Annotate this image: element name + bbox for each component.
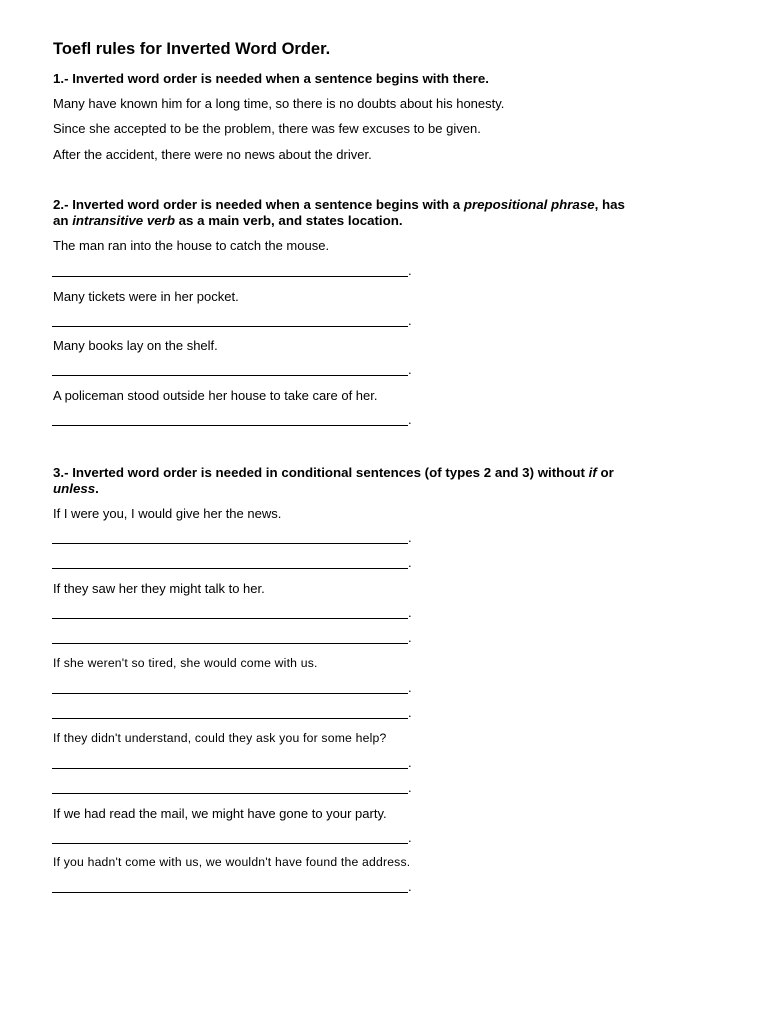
section3-heading-line2: unless.	[53, 481, 99, 496]
answer-line[interactable]	[52, 543, 408, 544]
answer-line[interactable]	[52, 375, 408, 376]
answer-line[interactable]	[52, 718, 408, 719]
answer-line-period: .	[408, 530, 412, 545]
answer-line-period: .	[408, 680, 412, 695]
section3-heading-line1: 3.- Inverted word order is needed in conditional sentences (of types 2 and 3) without if or	[53, 465, 614, 480]
answer-line[interactable]	[52, 618, 408, 619]
section2-sentence-1: The man ran into the house to catch the mouse.	[53, 238, 330, 253]
answer-line-period: .	[408, 555, 412, 570]
section2-heading-line1: 2.- Inverted word order is needed when a sentence begins with a prepositional phrase, has	[53, 197, 625, 212]
answer-line[interactable]	[52, 643, 408, 644]
section1-sentence-3: After the accident, there were no news about the driver.	[53, 147, 372, 162]
answer-line-period: .	[408, 605, 412, 620]
section3-sentence-5: If we had read the mail, we might have gone to your party.	[53, 806, 387, 821]
section3-sentence-2: If they saw her they might talk to her.	[53, 581, 265, 596]
section2-heading-line2: an intransitive verb as a main verb, and states location.	[53, 213, 403, 228]
section1-sentence-1: Many have known him for a long time, so there is no doubts about his honesty.	[53, 96, 505, 111]
answer-line[interactable]	[52, 892, 408, 893]
section2-sentence-2: Many tickets were in her pocket.	[53, 289, 239, 304]
answer-line-period: .	[408, 755, 412, 770]
answer-line-period: .	[408, 879, 412, 894]
answer-line-period: .	[408, 830, 412, 845]
answer-line-period: .	[408, 630, 412, 645]
answer-line[interactable]	[52, 793, 408, 794]
page-title: Toefl rules for Inverted Word Order.	[53, 40, 331, 58]
answer-line-period: .	[408, 313, 412, 328]
section1-heading: 1.- Inverted word order is needed when a sentence begins with there.	[53, 71, 489, 86]
section2-sentence-3: Many books lay on the shelf.	[53, 338, 218, 353]
answer-line-period: .	[408, 362, 412, 377]
section2-sentence-4: A policeman stood outside her house to take care of her.	[53, 388, 378, 403]
answer-line[interactable]	[52, 568, 408, 569]
section3-sentence-4: If they didn't understand, could they ask you for some help?	[53, 731, 387, 745]
answer-line[interactable]	[52, 768, 408, 769]
section3-sentence-3: If she weren't so tired, she would come with us.	[53, 656, 318, 670]
answer-line[interactable]	[52, 425, 408, 426]
section1-sentence-2: Since she accepted to be the problem, there was few excuses to be given.	[53, 121, 481, 136]
answer-line-period: .	[408, 780, 412, 795]
answer-line-period: .	[408, 263, 412, 278]
answer-line-period: .	[408, 705, 412, 720]
answer-line[interactable]	[52, 693, 408, 694]
answer-line-period: .	[408, 412, 412, 427]
answer-line[interactable]	[52, 326, 408, 327]
answer-line[interactable]	[52, 276, 408, 277]
answer-line[interactable]	[52, 843, 408, 844]
section3-sentence-1: If I were you, I would give her the news.	[53, 506, 282, 521]
section3-sentence-6: If you hadn't come with us, we wouldn't have found the address.	[53, 855, 411, 869]
